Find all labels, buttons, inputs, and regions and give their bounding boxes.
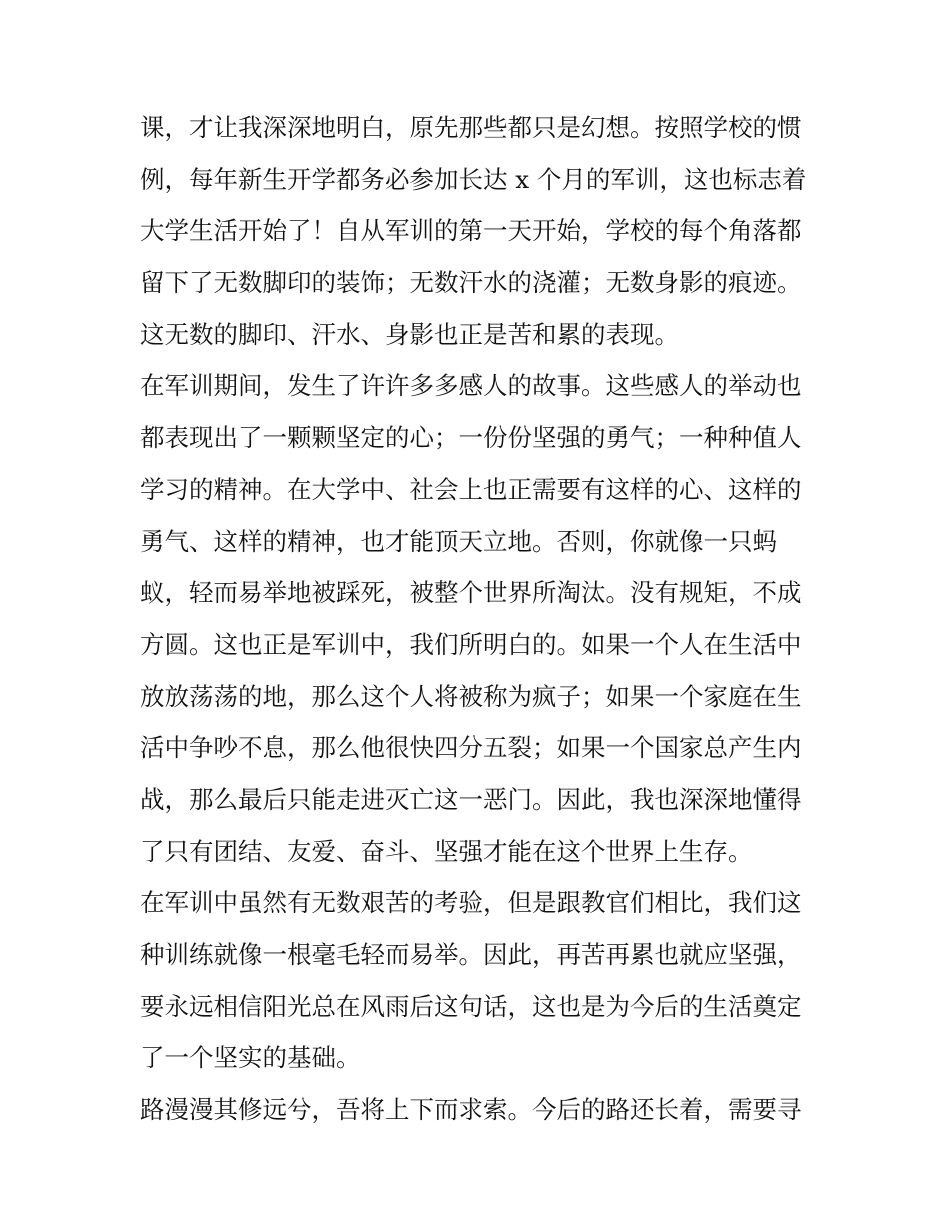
text-line: 战，那么最后只能走进灭亡这一恶门。因此，我也深深地懂得	[140, 784, 802, 814]
text-line: 这无数的脚印、汗水、身影也正是苦和累的表现。	[140, 319, 679, 349]
text-line: 放放荡荡的地，那么这个人将被称为疯子；如果一个家庭在生	[140, 681, 802, 711]
text-line: 例，每年新生开学都务必参加长达 x 个月的军训，这也标志着	[140, 164, 807, 194]
text-line: 勇气、这样的精神，也才能顶天立地。否则，你就像一只蚂	[140, 526, 777, 556]
text-line: 了一个坚实的基础。	[140, 1043, 361, 1073]
text-line: 学习的精神。在大学中、社会上也正需要有这样的心、这样的	[140, 474, 802, 504]
text-line: 大学生活开始了！自从军训的第一天开始，学校的每个角落都	[140, 216, 802, 246]
text-line: 留下了无数脚印的装饰；无数汗水的浇灌；无数身影的痕迹。	[140, 268, 802, 298]
text-line: 活中争吵不息，那么他很快四分五裂；如果一个国家总产生内	[140, 733, 802, 763]
text-line: 蚁，轻而易举地被踩死，被整个世界所淘汰。没有规矩，不成	[140, 578, 802, 608]
text-line: 课，才让我深深地明白，原先那些都只是幻想。按照学校的惯	[140, 113, 802, 142]
text-line: 在军训中虽然有无数艰苦的考验，但是跟教官们相比，我们这	[140, 888, 802, 918]
text-line: 在军训期间，发生了许许多多感人的故事。这些感人的举动也	[140, 371, 802, 401]
text-line: 要永远相信阳光总在风雨后这句话，这也是为今后的生活奠定	[140, 991, 802, 1021]
text-line: 方圆。这也正是军训中，我们所明白的。如果一个人在生活中	[140, 629, 802, 659]
text-line: 了只有团结、友爱、奋斗、坚强才能在这个世界上生存。	[140, 836, 753, 866]
text-line: 路漫漫其修远兮，吾将上下而求索。今后的路还长着，需要寻	[140, 1095, 802, 1125]
text-line: 都表现出了一颗颗坚定的心；一份份坚强的勇气；一种种值人	[140, 423, 802, 453]
document-body	[140, 102, 830, 1136]
text-line: 种训练就像一根毫毛轻而易举。因此，再苦再累也就应坚强，	[140, 940, 802, 969]
